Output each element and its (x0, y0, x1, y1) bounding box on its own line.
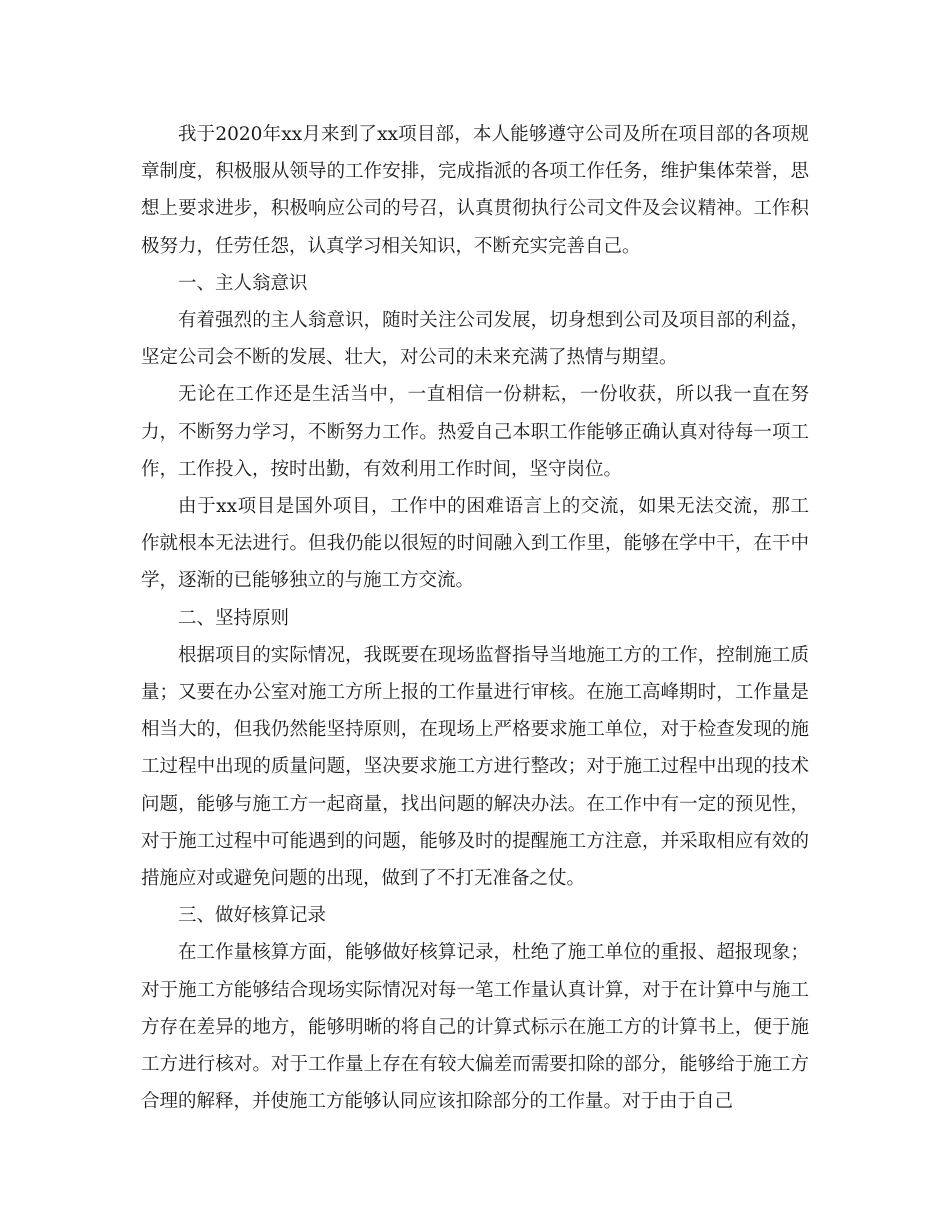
language-paragraph: 由于xx项目是国外项目，工作中的困难语言上的交流，如果无法交流，那工作就根本无法进行。但我仍能以很短的时间融入到工作里，能够在学中干，在干中学，逐渐的已能够独立的与施工方交流。 (141, 496, 809, 592)
ownership-paragraph: 有着强烈的主人翁意识，随时关注公司发展，切身想到公司及项目部的利益，坚定公司会不断的发展、壮大，对公司的未来充满了热情与期望。 (141, 310, 809, 369)
section-heading-accounting: 三、做好核算记录 (178, 905, 327, 927)
accounting-paragraph: 在工作量核算方面，能够做好核算记录，杜绝了施工单位的重报、超报现象；对于施工方能够结合现场实际情况对每一笔工作量认真计算，对于在计算中与施工方存在差异的地方，能够明晰的将自己的计算式标示在施工方的计算书上，便于施工方进行核对。对于工作量上存在有较大偏差而需要扣除的部分，能够给于施工方合理的解释，并使施工方能够认同应该扣除部分的工作量。对于由于自己 (141, 942, 809, 1113)
section-heading-ownership: 一、主人翁意识 (178, 272, 308, 294)
principles-paragraph: 根据项目的实际情况，我既要在现场监督指导当地施工方的工作，控制施工质量；又要在办公室对施工方所上报的工作量进行审核。在施工高峰期时，工作量是相当大的，但我仍然能坚持原则，在现场上严格要求施工单位，对于检查发现的施工过程中出现的质量问题，坚决要求施工方进行整改；对于施工过程中出现的技术问题，能够与施工方一起商量，找出问题的解决办法。在工作中有一定的预见性，对于施工过程中可能遇到的问题，能够及时的提醒施工方注意，并采取相应有效的措施应对或避免问题的出现，做到了不打无准备之仗。 (141, 644, 809, 890)
section-heading-principles: 二、坚持原则 (178, 607, 290, 629)
document-body (141, 116, 809, 1120)
intro-paragraph: 我于2020年xx月来到了xx项目部，本人能够遵守公司及所在项目部的各项规章制度，积极服从领导的工作安排，完成指派的各项工作任务，维护集体荣誉，思想上要求进步，积极响应公司的号召，认真贯彻执行公司文件及会议精神。工作积极努力，任劳任怨，认真学习相关知识，不断充实完善自己。 (141, 124, 809, 257)
diligence-paragraph: 无论在工作还是生活当中，一直相信一份耕耘，一份收获，所以我一直在努力，不断努力学习，不断努力工作。热爱自己本职工作能够正确认真对待每一项工作，工作投入，按时出勤，有效利用工作时间，坚守岗位。 (141, 384, 809, 480)
